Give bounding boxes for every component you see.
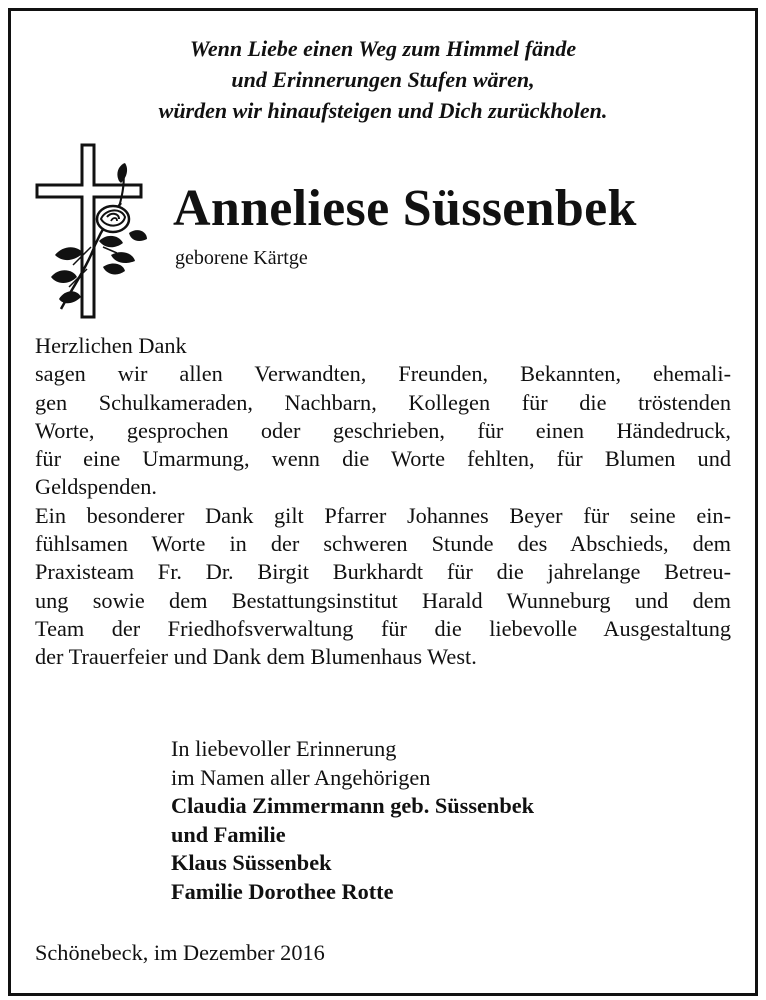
mourner-name: und Familie <box>171 821 286 847</box>
poem <box>11 33 755 126</box>
maiden-name: geborene Kärtge <box>175 247 308 269</box>
mourner-name: Claudia Zimmermann geb. Süssenbek <box>171 793 535 818</box>
thanks-text <box>35 332 731 672</box>
thanks-heading: Herzlichen Dank <box>35 333 187 358</box>
mourner-name: Familie Dorothee Rotte <box>171 878 394 904</box>
thanks-line: gen Schulkameraden, Nachbarn, Kollegen für die tröstenden <box>35 389 731 415</box>
thanks-line: Worte, gesprochen oder geschrieben, für einen Händedruck, <box>35 417 731 443</box>
thanks-line: sagen wir allen Verwandten, Freunden, Bekannten, ehemali- <box>35 361 731 387</box>
mourner-name: Klaus Süssenbek <box>171 850 332 875</box>
signature-intro: im Namen aller Angehörigen <box>171 764 431 790</box>
thanks-line: ung sowie dem Bestattungsinstitut Harald Wunneburg und dem <box>35 587 731 613</box>
rose-bloom <box>97 206 129 232</box>
place-and-date: Schönebeck, im Dezember 2016 <box>35 940 325 965</box>
rose-leaves <box>51 230 147 303</box>
cross-with-rose-icon <box>33 137 153 323</box>
deceased-name: Anneliese Süssenbek <box>173 180 637 237</box>
thanks-line: für eine Umarmung, wenn die Worte fehlten, für Blumen und <box>35 446 731 472</box>
thanks-line: Ein besonderer Dank gilt Pfarrer Johannes Beyer für seine ein- <box>35 502 731 528</box>
thanks-line: der Trauerfeier und Dank dem Blumenhaus West. <box>35 644 477 670</box>
thanks-line: fühlsamen Worte in der schweren Stunde des Abschieds, dem <box>35 531 731 557</box>
thanks-line: Team der Friedhofsverwaltung für die liebevolle Ausgestaltung <box>35 615 731 641</box>
poem-line: und Erinnerungen Stufen wären, <box>231 67 535 92</box>
poem-line: Wenn Liebe einen Weg zum Himmel fände <box>189 36 577 61</box>
signature-intro: In liebevoller Erinnerung <box>171 736 397 761</box>
signature-block <box>171 735 534 906</box>
obituary-notice <box>8 8 758 996</box>
thanks-line: Praxisteam Fr. Dr. Birgit Burkhardt für die jahrelange Betreu- <box>35 559 731 585</box>
thanks-line: Geldspenden. <box>35 474 157 500</box>
poem-line: würden wir hinaufsteigen und Dich zurückholen. <box>158 98 608 123</box>
